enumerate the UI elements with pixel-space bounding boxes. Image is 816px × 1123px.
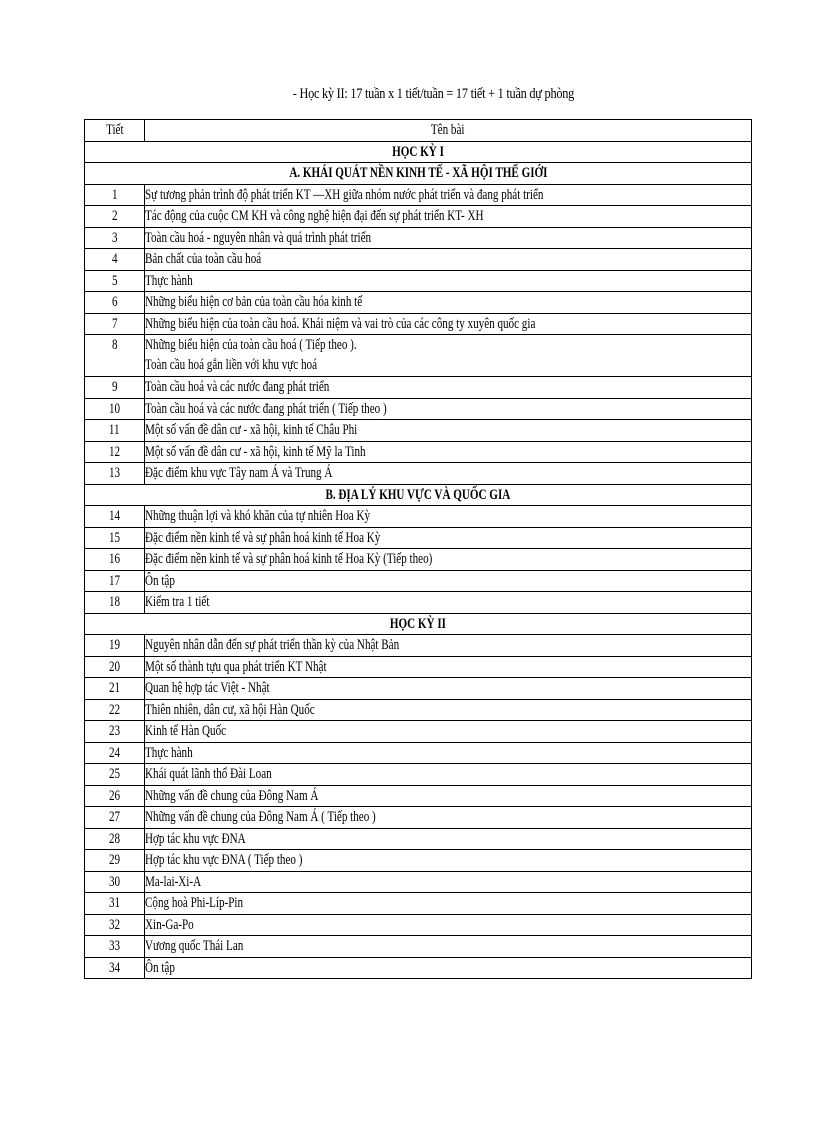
lesson-number: 32: [85, 914, 145, 936]
lesson-plan-table: [84, 119, 752, 979]
lesson-title: Khái quát lãnh thổ Đài Loan: [145, 764, 752, 786]
lesson-number: 31: [85, 893, 145, 915]
table-row: [85, 850, 752, 872]
lesson-title: Một số thành tựu qua phát triển KT Nhật: [145, 656, 752, 678]
lesson-title: Quan hệ hợp tác Việt - Nhật: [145, 678, 752, 700]
table-row: [85, 592, 752, 614]
lesson-title: Ôn tập: [145, 957, 752, 979]
lesson-number: 13: [85, 463, 145, 485]
table-row: [85, 764, 752, 786]
lesson-number: 25: [85, 764, 145, 786]
table-row: [85, 699, 752, 721]
table-row: [85, 721, 752, 743]
section-header: B. ĐỊA LÝ KHU VỰC VÀ QUỐC GIA: [85, 484, 752, 506]
lesson-title: Nguyên nhân dẫn đến sự phát triển thần kỳ của Nhật Bản: [145, 635, 752, 657]
lesson-title: Kiểm tra 1 tiết: [145, 592, 752, 614]
section-header-row: [85, 484, 752, 506]
lesson-number: 16: [85, 549, 145, 571]
lesson-number: 6: [85, 292, 145, 314]
table-row: [85, 549, 752, 571]
column-header-title: Tên bài: [145, 120, 752, 142]
lesson-number: 34: [85, 957, 145, 979]
section-header-row: [85, 163, 752, 185]
table-row: [85, 828, 752, 850]
lesson-number: 11: [85, 420, 145, 442]
lesson-number: 17: [85, 570, 145, 592]
lesson-number: 14: [85, 506, 145, 528]
table-row: [85, 206, 752, 228]
lesson-number: 28: [85, 828, 145, 850]
table-row: [85, 184, 752, 206]
table-row: [85, 270, 752, 292]
table-row: [85, 678, 752, 700]
section-header: HỌC KỲ I: [85, 141, 752, 163]
lesson-number: 33: [85, 936, 145, 958]
table-row: [85, 871, 752, 893]
lesson-title: Một số vấn đề dân cư - xã hội, kinh tế Châu Phi: [145, 420, 752, 442]
lesson-title: Ôn tập: [145, 570, 752, 592]
lesson-number: 22: [85, 699, 145, 721]
table-row: [85, 957, 752, 979]
lesson-number: 8: [85, 335, 145, 377]
table-row: [85, 335, 752, 377]
lesson-title: Ma-lai-Xi-A: [145, 871, 752, 893]
table-row: [85, 570, 752, 592]
table-row: [85, 377, 752, 399]
lesson-title: Những biểu hiện cơ bản của toàn cầu hóa kinh tế: [145, 292, 752, 314]
table-header-row: [85, 120, 752, 142]
lesson-title: Sự tương phản trình độ phát triển KT —XH giữa nhóm nước phát triển và đang phát triển: [145, 184, 752, 206]
lesson-title: Xin-Ga-Po: [145, 914, 752, 936]
lesson-number: 29: [85, 850, 145, 872]
lesson-title: Những vấn đề chung của Đông Nam Á ( Tiếp theo ): [145, 807, 752, 829]
header-line: [73, 86, 742, 103]
table-row: [85, 463, 752, 485]
lesson-title: Toàn cầu hoá và các nước đang phát triển: [145, 377, 752, 399]
lesson-number: 21: [85, 678, 145, 700]
section-header: HỌC KỲ II: [85, 613, 752, 635]
lesson-number: 30: [85, 871, 145, 893]
table-row: [85, 227, 752, 249]
table-row: [85, 936, 752, 958]
lesson-title: Đặc điểm nền kinh tế và sự phân hoá kinh tế Hoa Kỳ (Tiếp theo): [145, 549, 752, 571]
lesson-number: 2: [85, 206, 145, 228]
lesson-number: 23: [85, 721, 145, 743]
table-row: [85, 292, 752, 314]
section-header: A. KHÁI QUÁT NỀN KINH TẾ - XÃ HỘI THẾ GIỚI: [85, 163, 752, 185]
table-row: [85, 635, 752, 657]
lesson-title: Những biểu hiện của toàn cầu hoá. Khái niệm và vai trò của các công ty xuyên quốc gia: [145, 313, 752, 335]
lesson-number: 5: [85, 270, 145, 292]
lesson-number: 7: [85, 313, 145, 335]
lesson-number: 10: [85, 398, 145, 420]
lesson-number: 12: [85, 441, 145, 463]
lesson-title: Vương quốc Thái Lan: [145, 936, 752, 958]
lesson-number: 24: [85, 742, 145, 764]
lesson-title: Toàn cầu hoá - nguyên nhân và quá trình phát triển: [145, 227, 752, 249]
lesson-number: 4: [85, 249, 145, 271]
table-row: [85, 914, 752, 936]
lesson-title: Thiên nhiên, dân cư, xã hội Hàn Quốc: [145, 699, 752, 721]
lesson-title: Một số vấn đề dân cư - xã hội, kinh tế Mỹ la Tinh: [145, 441, 752, 463]
lesson-number: 15: [85, 527, 145, 549]
lesson-number: 1: [85, 184, 145, 206]
table-row: [85, 807, 752, 829]
table-row: [85, 893, 752, 915]
table-body: [85, 141, 752, 979]
table-row: [85, 656, 752, 678]
lesson-title-line2: Toàn cầu hoá gắn liền với khu vực hoá: [145, 357, 318, 373]
section-header-row: [85, 141, 752, 163]
lesson-number: 20: [85, 656, 145, 678]
lesson-number: 9: [85, 377, 145, 399]
lesson-title: Thực hành: [145, 270, 752, 292]
lesson-title: Thực hành: [145, 742, 752, 764]
column-header-number: Tiết: [85, 120, 145, 142]
lesson-number: 27: [85, 807, 145, 829]
table-row: [85, 506, 752, 528]
lesson-title: Đặc điểm khu vực Tây nam Á và Trung Á: [145, 463, 752, 485]
lesson-title: Những thuận lợi và khó khăn của tự nhiên Hoa Kỳ: [145, 506, 752, 528]
lesson-title: Tác động của cuộc CM KH và công nghệ hiện đại đến sự phát triển KT- XH: [145, 206, 752, 228]
lesson-number: 3: [85, 227, 145, 249]
table-row: [85, 527, 752, 549]
lesson-title: Đặc điểm nền kinh tế và sự phân hoá kinh tế Hoa Kỳ: [145, 527, 752, 549]
lesson-title: Toàn cầu hoá và các nước đang phát triển ( Tiếp theo ): [145, 398, 752, 420]
lesson-title: Hợp tác khu vực ĐNA ( Tiếp theo ): [145, 850, 752, 872]
table-row: [85, 420, 752, 442]
section-header-row: [85, 613, 752, 635]
lesson-title: Bản chất của toàn cầu hoá: [145, 249, 752, 271]
lesson-title: Những biểu hiện của toàn cầu hoá ( Tiếp theo ). Toàn cầu hoá gắn liền với khu vực hoá: [145, 335, 752, 377]
table-row: [85, 441, 752, 463]
lesson-title: Những vấn đề chung của Đông Nam Á: [145, 785, 752, 807]
lesson-title: Kinh tế Hàn Quốc: [145, 721, 752, 743]
table-row: [85, 398, 752, 420]
lesson-title: Cộng hoà Phi-Líp-Pin: [145, 893, 752, 915]
lesson-number: 18: [85, 592, 145, 614]
table-row: [85, 249, 752, 271]
table-row: [85, 742, 752, 764]
lesson-title: Hợp tác khu vực ĐNA: [145, 828, 752, 850]
lesson-number: 26: [85, 785, 145, 807]
table-row: [85, 313, 752, 335]
header-text: - Học kỳ II: 17 tuần x 1 tiết/tuần = 17 tiết + 1 tuần dự phòng: [292, 86, 575, 102]
table-row: [85, 785, 752, 807]
lesson-number: 19: [85, 635, 145, 657]
